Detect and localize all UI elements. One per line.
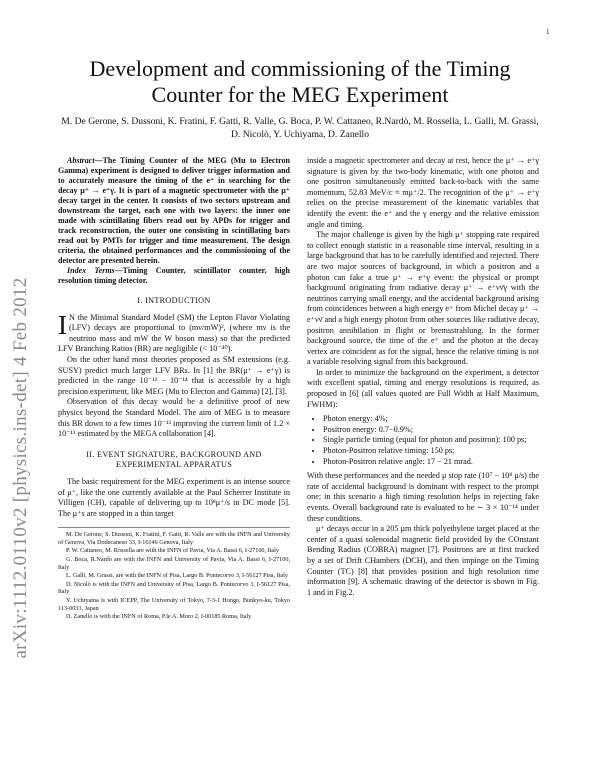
list-item: • Photon-Positron relative timing: 150 ps; bbox=[323, 446, 539, 457]
intro-paragraph-2: On the other hand most theories proposed as SM extensions (e.g. SUSY) predict much larger LFV BRs. In [1] the BR(μ⁺ → e⁺γ) is predicted in the range 10⁻¹² − 10⁻¹⁴ that is accessible by a high precision experiment, like MEG (Mu to Electon and Gamma) [2], [3]. bbox=[58, 354, 290, 396]
abstract bbox=[58, 156, 290, 266]
list-item: • Single particle timing (equal for photon and positron): 100 ps; bbox=[323, 435, 539, 446]
arxiv-stamp-text: arXiv:1112.0110v2 [physics.ins-det] 4 Feb 2012 bbox=[10, 277, 31, 659]
intro-paragraph-1-text: N the Minimal Standard Model (SM) the Lepton Flavor Violating (LFV) decays are proportional to (mν/mW)², (where mν is the neutrino mass and mW the W boson mass) so that the predicted LFV Branching Ratios (BR) are negligible (< 10⁻⁴⁰). bbox=[58, 312, 290, 354]
footnote: D. Zanello is with the INFN of Roma, P.le A. Moro 2, I-00185 Roma, Italy bbox=[66, 613, 252, 621]
intro-paragraph-1 bbox=[58, 309, 290, 355]
footnote: L. Galli, M. Grassi, are with the INFN of Pisa, Largo B. Pontecorvo 3, I-56127 Pisa, Italy bbox=[66, 572, 288, 580]
right-column bbox=[307, 156, 539, 598]
footnote: G. Boca, R.Nardò are with the INFN and University of Pavia, Via A. Bassi 6, I-27100, Italy bbox=[58, 556, 290, 571]
section-heading-line-1: II. EVENT SIGNATURE, BACKGROUND AND bbox=[86, 449, 262, 459]
right-paragraph-2: The major challenge is given by the high μ⁺ stopping rate required to collect enough statistic in a reasonable time interval, resulting in a large background that has to be carefully identified and rejected. There are two major sources of background, in which a positron and a photon can fake a true μ⁺ → e⁺γ event: the physical or prompt background originating from radiative decay μ⁺ → e⁺νν̄γ with the neutrinos carrying small energy, and the accidental background arising from coincidences between a high energy e⁺ from Michel decay μ⁺ → e⁺νν̄ and a high energy photon from other sources like radiative decay, positron annihilation in flight or bremsstrahlung. In the former background source, the time of the e⁺ and the photon at the decay vertex are coincident as for the signal, hence the relative timing is not a variable resolving signal from this background. bbox=[307, 230, 539, 367]
list-item: • Photon-Positron relative angle: 17 − 21 mrad. bbox=[323, 457, 539, 468]
drop-cap: I bbox=[58, 309, 67, 340]
section2-paragraph-1: The basic requirement for the MEG experiment is an intense source of μ⁺, like the one currently available at the Paul Scherrer Institute in Villigen (CH), capable of delivering up to 10⁸μ⁺/s in DC mode [5]. The μ⁺s are stopped in a thin target bbox=[58, 476, 290, 518]
list-item: • Photon energy: 4%; bbox=[323, 414, 539, 425]
left-column bbox=[58, 156, 290, 622]
right-paragraph-5: μ⁺ decays occur in a 205 μm thick polyethylene target placed at the center of a quasi solenoidal magnetic field provided by the COnstant Bending Radius (COBRA) magnet [7]. Positrons are at first tracked by a set of Drift CHambers (DCH), and then impinge on the Timing Counter (TC) [8] that provides position and high resolution time information [9]. A schematic drawing of the detector is shown in Fig. 1 and in Fig.2. bbox=[307, 524, 539, 597]
author-list: M. De Gerone, S. Dussoni, K. Fratini, F. Gatti, R. Valle, G. Boca, P. W. Cattaneo, R.Nardò, M. Rossella, L. Galli, M. Grassi, D. Nicolò, Y. Uchiyama, D. Zanello bbox=[61, 116, 539, 140]
footnote: P. W. Cattaneo, M. Rossella are with the INFN of Pavia, Via A. Bassi 6, I-27100, Italy bbox=[66, 547, 279, 555]
list-item: • Positron energy: 0.7−0.9%; bbox=[323, 425, 539, 436]
index-terms-label: Index Terms bbox=[67, 266, 115, 275]
index-terms-text: —Timing Counter, scintillator counter, high resolution timing detector. bbox=[58, 266, 291, 285]
affiliation-footnotes bbox=[58, 527, 290, 621]
section-heading-event-signature bbox=[58, 450, 290, 471]
abstract-label: Abstract bbox=[67, 156, 95, 165]
paper-title: Development and commissioning of the Timing Counter for the MEG Experiment bbox=[89, 56, 511, 107]
intro-paragraph-3: Observation of this decay would be a definitive proof of new physics beyond the Standard Model. The aim of MEG is to measure this BR down to a few times 10⁻¹³ improving the current limit of 1.2 × 10⁻¹¹ estimated by the MEGA collaboration [4]. bbox=[58, 397, 290, 439]
abstract-text: —The Timing Counter of the MEG (Mu to Electron Gamma) experiment is designed to deliver trigger information and to accurately measure the timing of the e⁺ in searching for the decay μ⁺ → e⁺γ. It is part of a magnetic spectrometer with the μ⁺ decay target in the center. It consists of two sectors upstream and downstream the target, each one with two layers: the inner one made with scintillating fibers read out by APDs for trigger and track reconstruction, the outer one consisting in scintillating bars read out by PMTs for trigger and time measurement. The design criteria, the obtained performances and the commissioning of the detector are presented herein. bbox=[58, 156, 290, 265]
page-number: 1 bbox=[546, 28, 550, 36]
resolution-list bbox=[307, 414, 539, 467]
arxiv-stamp bbox=[6, 238, 36, 698]
section-heading-line-2: EXPERIMENTAL APPARATUS bbox=[115, 460, 233, 470]
section-heading-introduction: I. INTRODUCTION bbox=[137, 296, 211, 305]
footnote: M. De Gerone, S. Dussoni, K. Fratini, F. Gatti, R. Valle are with the INFN and University of Genova, Via Dodecaneso 33, I-16146 Genova, Italy bbox=[58, 531, 290, 546]
right-paragraph-3: In order to minimize the background on the experiment, a detector with excellent spatial, timing and energy resolutions is required, as proposed in [6] (all values quoted are Full Width at Half Maximum, FWHM): bbox=[307, 367, 539, 409]
index-terms bbox=[58, 266, 290, 286]
right-paragraph-1: inside a magnetic spectrometer and decay at rest, hence the μ⁺ → e⁺γ signature is given by the two-body kinematic, with one photon and one positron simultaneously emitted back-to-back with the same momentum, 52.83 MeV/c ≈ mμ⁺/2. The recognition of the μ⁺ → e⁺γ relies on the precise measurement of the kinematic variables that identify the event: the e⁺ and the γ energy and the relative emission angle and timing. bbox=[307, 156, 539, 229]
right-paragraph-4: With these performances and the needed μ stop rate (10⁷ − 10⁸ μ/s) the rate of accidental background is dominant with respect to the prompt one; in this scenario a high timing resolution helps in rejecting fake events. Overall background rate is evaluated to be ∼ 3 × 10⁻¹⁴ under these conditions. bbox=[307, 471, 539, 523]
footnote: Y. Uchiyama is with ICEPP, The University of Tokyo, 7-3-1 Hongo, Bunkyo-ku, Tokyo 113-0033, Japan bbox=[58, 597, 290, 612]
footnote: D. Nicolò is with the INFN and University of Pisa, Largo B. Pontecorvo 3, I-56127 Pisa, Italy bbox=[58, 580, 290, 596]
